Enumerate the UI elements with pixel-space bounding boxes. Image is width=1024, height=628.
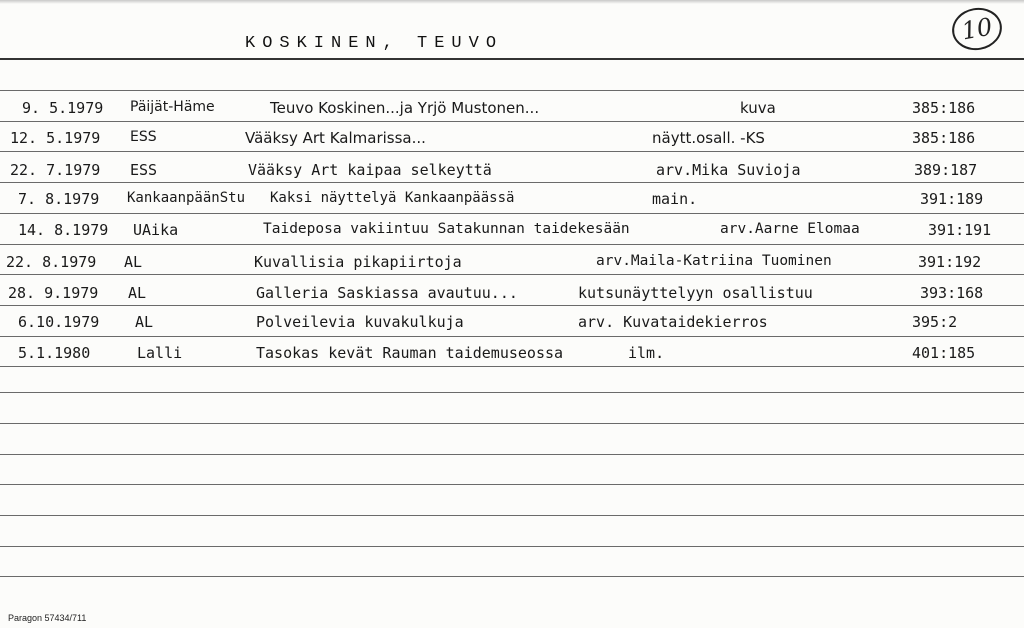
card-entry — [0, 99, 1024, 123]
ruled-line — [0, 454, 1024, 455]
card-number: 10 — [959, 12, 995, 46]
card-entry — [0, 190, 1024, 214]
entry-date: 22. 7.1979 — [10, 161, 101, 179]
entry-ref: 401:185 — [912, 344, 976, 362]
entry-note: kutsunäyttelyyn osallistuu — [578, 284, 813, 302]
entry-title: Vääksy Art kaipaa selkeyttä — [248, 161, 492, 179]
card-top-edge — [0, 0, 1024, 4]
card-entry — [0, 313, 1024, 337]
entry-source: UAika — [133, 221, 179, 239]
card-entry — [0, 344, 1024, 368]
card-entry — [0, 129, 1024, 153]
entry-date: 28. 9.1979 — [8, 284, 99, 302]
entry-note: arv.Mika Suvioja — [656, 161, 801, 179]
entry-source: Lalli — [137, 344, 183, 362]
entry-source: AL — [124, 253, 143, 271]
entry-ref: 395:2 — [912, 313, 958, 331]
entry-ref: 385:186 — [912, 129, 976, 147]
ruled-line — [0, 423, 1024, 424]
entry-source: KankaanpäänStu — [127, 190, 246, 206]
entry-date: 7. 8.1979 — [18, 190, 100, 208]
entry-note: ilm. — [628, 344, 665, 362]
entry-source: ESS — [130, 129, 157, 145]
entry-ref: 391:189 — [920, 190, 984, 208]
entry-title: Teuvo Koskinen...ja Yrjö Mustonen... — [270, 99, 540, 117]
entry-ref: 393:168 — [920, 284, 984, 302]
ruled-line — [0, 392, 1024, 393]
entry-title: Kaksi näyttelyä Kankaanpäässä — [270, 190, 515, 206]
ruled-line — [0, 515, 1024, 516]
entry-source: Päijät-Häme — [130, 99, 215, 115]
entry-title: Galleria Saskiassa avautuu... — [256, 284, 518, 302]
card-entry — [0, 161, 1024, 185]
entry-note: arv. Kuvataidekierros — [578, 313, 768, 331]
card-entry — [0, 253, 1024, 277]
entry-date: 6.10.1979 — [18, 313, 100, 331]
entry-title: Vääksy Art Kalmarissa... — [245, 129, 426, 147]
card-number-circle — [949, 4, 1006, 54]
entry-date: 14. 8.1979 — [18, 221, 109, 239]
entry-note: main. — [652, 190, 698, 208]
entry-source: ESS — [130, 161, 158, 179]
entry-date: 22. 8.1979 — [6, 253, 97, 271]
entry-title: Taideposa vakiintuu Satakunnan taidekesään — [263, 221, 630, 237]
entry-title: Polveilevia kuvakulkuja — [256, 313, 464, 331]
entry-ref: 389:187 — [914, 161, 978, 179]
card-footer: Paragon 57434/711 — [8, 613, 87, 623]
ruled-line — [0, 90, 1024, 91]
entry-ref: 385:186 — [912, 99, 976, 117]
entry-date: 5.1.1980 — [18, 344, 91, 362]
ruled-line — [0, 576, 1024, 577]
entry-note: näytt.osall. -KS — [652, 129, 765, 147]
entry-date: 9. 5.1979 — [22, 99, 104, 117]
entry-ref: 391:191 — [928, 221, 992, 239]
header-rule — [0, 58, 1024, 60]
entry-ref: 391:192 — [918, 253, 982, 271]
card-header-name: KOSKINEN, TEUVO — [245, 34, 504, 53]
entry-title: Tasokas kevät Rauman taidemuseossa — [256, 344, 564, 362]
entry-date: 12. 5.1979 — [10, 129, 101, 147]
entry-note: arv.Maila-Katriina Tuominen — [596, 253, 832, 269]
entry-note: arv.Aarne Elomaa — [720, 221, 860, 237]
card-entry — [0, 284, 1024, 308]
card-entry — [0, 221, 1024, 245]
entry-note: kuva — [740, 99, 776, 117]
entry-title: Kuvallisia pikapiirtoja — [254, 253, 462, 271]
entry-source: AL — [128, 284, 147, 302]
entry-source: AL — [135, 313, 154, 331]
ruled-line — [0, 484, 1024, 485]
ruled-line — [0, 546, 1024, 547]
